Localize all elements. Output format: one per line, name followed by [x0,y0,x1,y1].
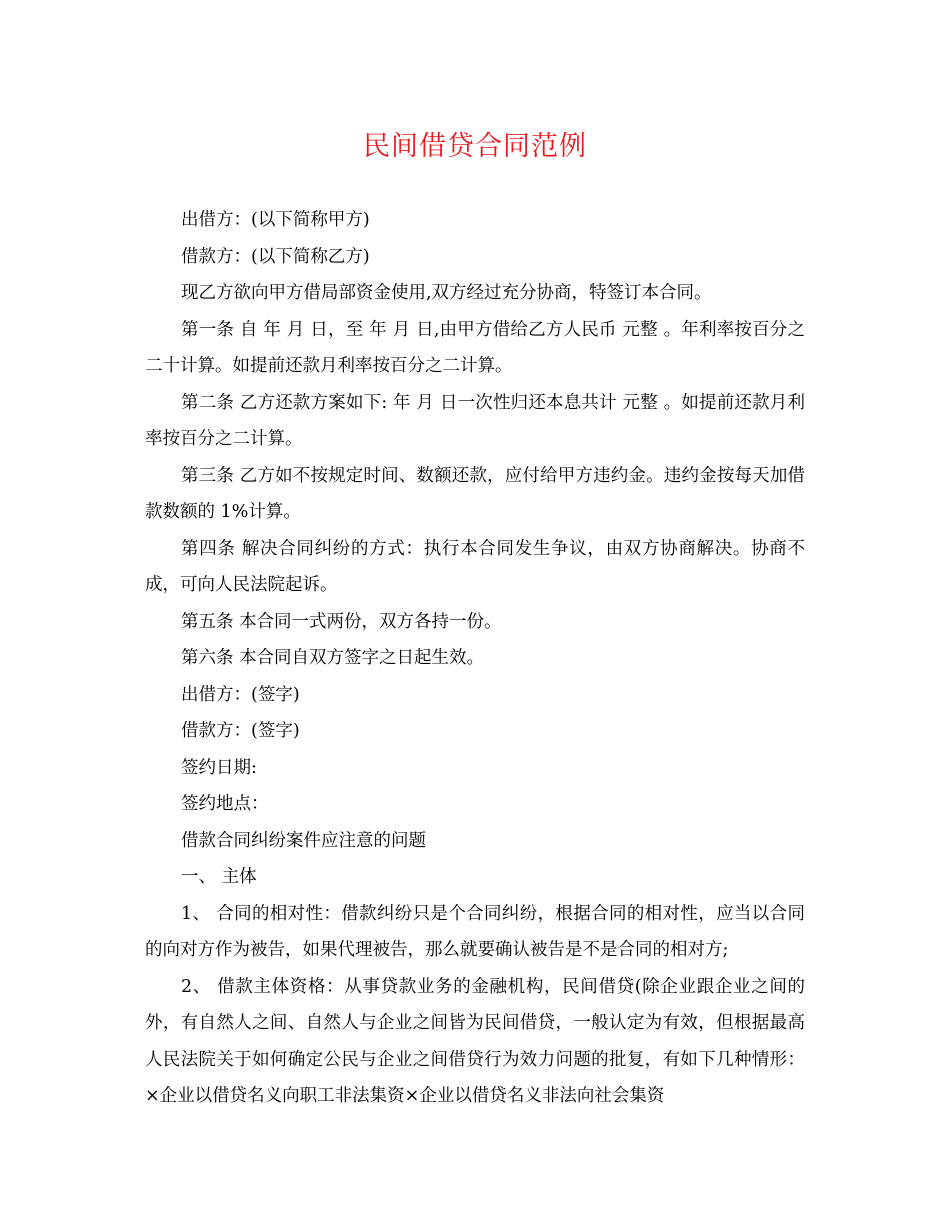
paragraph-article-1: 第一条 自 年 月 日，至 年 月 日,由甲方借给乙方人民币 元整 。年利率按百分之二十计算。如提前还款月利率按百分之二计算。 [145,319,805,376]
paragraph-borrower: 借款方：(以下简称乙方) [181,246,370,267]
paragraph-borrower-signature: 借款方：(签字) [181,721,300,741]
paragraph-note-1: 1、 合同的相对性：借款纠纷只是个合同纠纷，根据合同的相对性，应当以合同的向对方作为被告，如果代理被告，那么就要确认被告是不是合同的相对方; [145,903,805,960]
paragraph-preamble: 现乙方欲向甲方借局部资金使用,双方经过充分协商，特签订本合同。 [181,283,712,303]
paragraph-article-5: 第五条 本合同一式两份，双方各持一份。 [181,611,502,632]
paragraph-signing-date: 签约日期: [181,757,257,778]
paragraph-article-6: 第六条 本合同自双方签字之日起生效。 [181,648,485,668]
paragraph-article-4: 第四条 解决合同纠纷的方式：执行本合同发生争议，由双方协商解决。协商不成，可向人民法院起诉。 [145,538,805,595]
paragraph-lender-signature: 出借方：(签字) [181,684,300,705]
paragraph-article-3: 第三条 乙方如不按规定时间、数额还款，应付给甲方违约金。违约金按每天加借款数额的 1%计算。 [145,465,805,522]
section-heading-notes: 借款合同纠纷案件应注意的问题 [181,830,426,851]
paragraph-article-2: 第二条 乙方还款方案如下: 年 月 日一次性归还本息共计 元整 。如提前还款月利率按百分之二计算。 [145,392,805,449]
document-body [145,202,805,1115]
paragraph-note-2: 2、 借款主体资格：从事贷款业务的金融机构，民间借贷(除企业跟企业之间的外，有自然人之间、自然人与企业之间皆为民间借贷，一般认定为有效，但根据最高人民法院关于如何确定公民与企业之间借贷行为效力问题的批复，有如下几种情形：×企业以借贷名义向职工非法集资×企业以借贷名义非法向社会集资 [145,976,805,1106]
paragraph-lender: 出借方：(以下简称甲方) [181,210,370,230]
section-heading-subject: 一、 主体 [181,867,257,887]
document-title: 民间借贷合同范例 [363,131,587,162]
paragraph-signing-place: 签约地点： [181,794,269,814]
